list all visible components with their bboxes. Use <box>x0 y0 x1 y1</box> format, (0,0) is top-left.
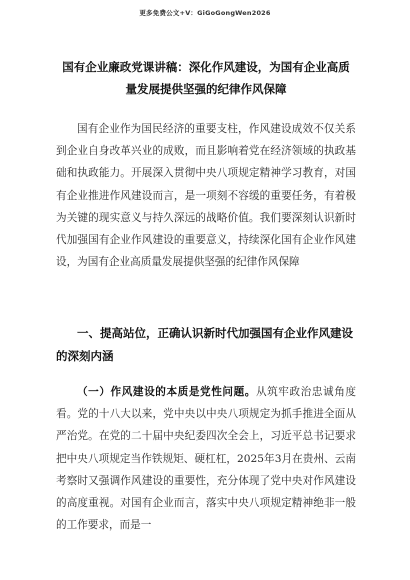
header-note: 更多免费公文+V：GiGoGongWen2026 <box>139 9 271 17</box>
subsection-paragraph <box>56 381 356 536</box>
document-title: 国有企业廉政党课讲稿：深化作风建设，为国有企业高质量发展提供坚强的纪律作风保障 <box>62 60 350 96</box>
subsection-text: 从筑牢政治忠诚角度看。党的十八大以来，党中央以中央八项规定为抓手推进全面从严治党。在党的二十届中央纪委四次全会上，习近平总书记要求把中央八项规定当作铁规矩、硬杠杠，2025年3月在贵州、云南考察时又强调作风建设的重要性，充分体现了党中央对作风建设的高度重视。对国有企业而言，落实中央八项规定精神绝非一般的工作要求，而是一 <box>56 386 356 532</box>
subsection-lead: （一）作风建设的本质是党性问题。 <box>77 386 256 398</box>
section-heading: 一、提高站位，正确认识新时代加强国有企业作风建设的深刻内涵 <box>56 326 353 363</box>
intro-paragraph: 国有企业作为国民经济的重要支柱，作风建设成效不仅关系到企业自身改革兴业的成败，而且影响着党在经济领域的执政基础和执政能力。开展深入贯彻中央八项规定精神学习教育，对国有企业推进作风建设而言，是一项刻不容缓的重要任务，有着极为关键的现实意义与持久深远的战略价值。我们要深刻认识新时代加强国有企业作风建设的重要意义，持续深化国有企业作风建设，为国有企业高质量发展提供坚强的纪律作风保障 <box>56 123 356 269</box>
